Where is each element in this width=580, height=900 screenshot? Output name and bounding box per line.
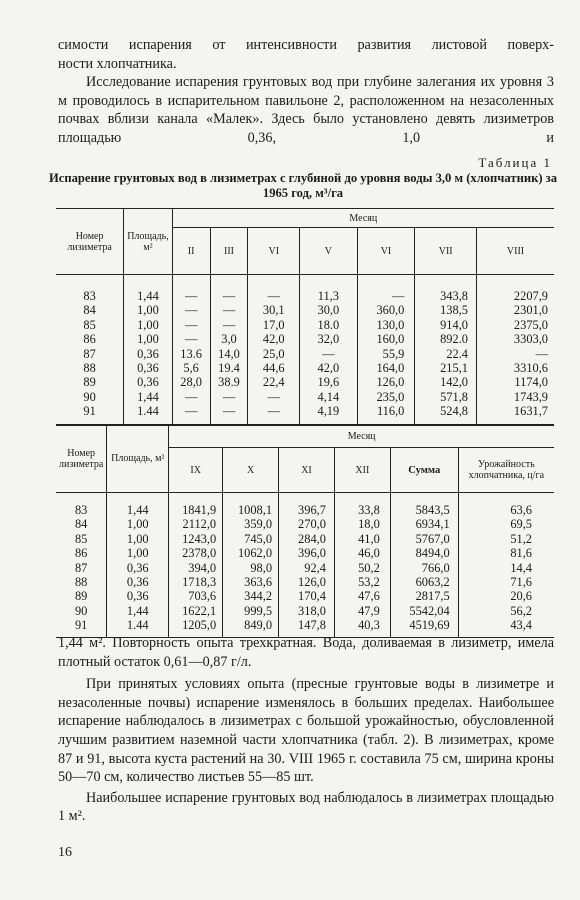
- table1-month-header: III: [210, 228, 248, 275]
- table2-header-lysimeter: Номер лизиметра: [56, 425, 107, 493]
- top-paragraph-line1: симости испарения от интенсивности развития листовой поверх-: [58, 37, 554, 53]
- page-number: 16: [58, 845, 72, 860]
- table2-col-area: 1,44 1,00 1,00 1,00 0,36 0,36 0,36 1,44 1.44: [107, 493, 169, 638]
- after-table-paragraph: 1,44 м². Повторность опыта трехкратная. Вода, доливаемая в лизиметр, имела плотный остаток 0,61—0,87 г/л.: [58, 635, 554, 670]
- table1-header-area: Площадь, м²: [124, 209, 173, 275]
- table2-month-header: IX: [169, 448, 223, 493]
- table1-col-month: 343,8 138,5 914,0 892.0 22.4 215,1 142,0 571,8 524,8: [415, 275, 477, 426]
- table1-month-header: V: [300, 228, 358, 275]
- table2-month-header: XI: [279, 448, 335, 493]
- table-title: Испарение грунтовых вод в лизиметрах с глубиной до уровня воды 3,0 м (хлопчатник) за 1965 год, м³/га: [48, 171, 558, 200]
- table1-month-header: VI: [248, 228, 300, 275]
- table2-col-sum: 5843,5 6934,1 5767,0 8494,0 766,0 6063,2 2817,5 5542,04 4519,69: [390, 493, 458, 638]
- table2-header-month: Месяц: [169, 425, 554, 448]
- table1-col-area: 1,44 1,00 1,00 1,00 0,36 0,36 0,36 1,44 1.44: [124, 275, 173, 426]
- table2-col-month: 1841,9 2112,0 1243,0 2378,0 394,0 1718,3 703,6 1622,1 1205,0: [169, 493, 223, 638]
- table2-header-sum: Сумма: [390, 448, 458, 493]
- table2-month-header: X: [223, 448, 279, 493]
- table2-col-month: 33,8 18,0 41,0 46,0 50,2 53,2 47,6 47,9 40,3: [334, 493, 390, 638]
- table2-col-yield: 63,6 69,5 51,2 81,6 14,4 71,6 20,6 56,2 43,4: [458, 493, 554, 638]
- table2-header-yield: Урожайность хлопчатника, ц/га: [458, 448, 554, 493]
- intro-paragraph: Исследование испарения грунтовых вод при глубине залегания их уровня 3 м проводилось в испарительном павильоне 2, расположенном на незасоленных почвах вблизи канала «Малек». Здесь было установлено девять лизиметров площадью 0,36, 1,0 и: [58, 74, 554, 146]
- table2: [56, 424, 554, 638]
- table1-col-month: — — — — 13.6 5,6 28,0 — —: [172, 275, 210, 426]
- table1-month-header: II: [172, 228, 210, 275]
- table1-col-month: — — — 3,0 14,0 19.4 38.9 — —: [210, 275, 248, 426]
- table1-header-month: Месяц: [172, 209, 554, 228]
- conditions-paragraph: При принятых условиях опыта (пресные грунтовые воды в лизиметре и незасоленные почвы) испарение изменялось в больших пределах. Наибольшее испарение наблюдалось в лизиметрах с большой урожайностью, обусловленной лучшим развитием наземной части хлопчатника (табл. 2). В лизиметрах, кроме 87 и 91, высота куста растений на 30. VIII 1965 г. составила 75 см, ширина кроны 50—70 см, количество листьев 55—85 шт.: [58, 676, 554, 786]
- table2-col-month: 1008,1 359,0 745,0 1062,0 98,0 363,6 344,2 999,5 849,0: [223, 493, 279, 638]
- table1-month-header: VII: [415, 228, 477, 275]
- table2-month-header: XII: [334, 448, 390, 493]
- table1-col-month: — 360,0 130,0 160,0 55,9 164,0 126,0 235,0 116,0: [357, 275, 415, 426]
- table1-col-month: 2207,9 2301,0 2375,0 3303,0 — 3310,6 1174,0 1743,9 1631,7: [477, 275, 555, 426]
- table1-month-header: VIII: [477, 228, 555, 275]
- table1-col-month: — 30,1 17,0 42,0 25,0 44,6 22,4 — —: [248, 275, 300, 426]
- table1: [56, 208, 554, 426]
- table1-col-month: 11,3 30,0 18.0 32,0 — 42,0 19,6 4,14 4,19: [300, 275, 358, 426]
- table2-col-month: 396,7 270,0 284,0 396,0 92,4 126,0 170,4 318,0 147,8: [279, 493, 335, 638]
- table2-header-area: Площадь, м²: [107, 425, 169, 493]
- top-paragraph-line2: ности хлопчатника.: [58, 55, 177, 72]
- table1-header-lysimeter: Номер лизиметра: [56, 209, 124, 275]
- final-paragraph: Наибольшее испарение грунтовых вод наблюдалось в лизиметрах площадью 1 м².: [58, 789, 554, 825]
- table1-col-lysimeter: 83 84 85 86 87 88 89 90 91: [83, 289, 96, 419]
- table-label: Таблица 1: [478, 155, 552, 170]
- table1-month-header: VI: [357, 228, 415, 275]
- table2-col-lysimeter: 83 84 85 86 87 88 89 90 91: [74, 503, 88, 633]
